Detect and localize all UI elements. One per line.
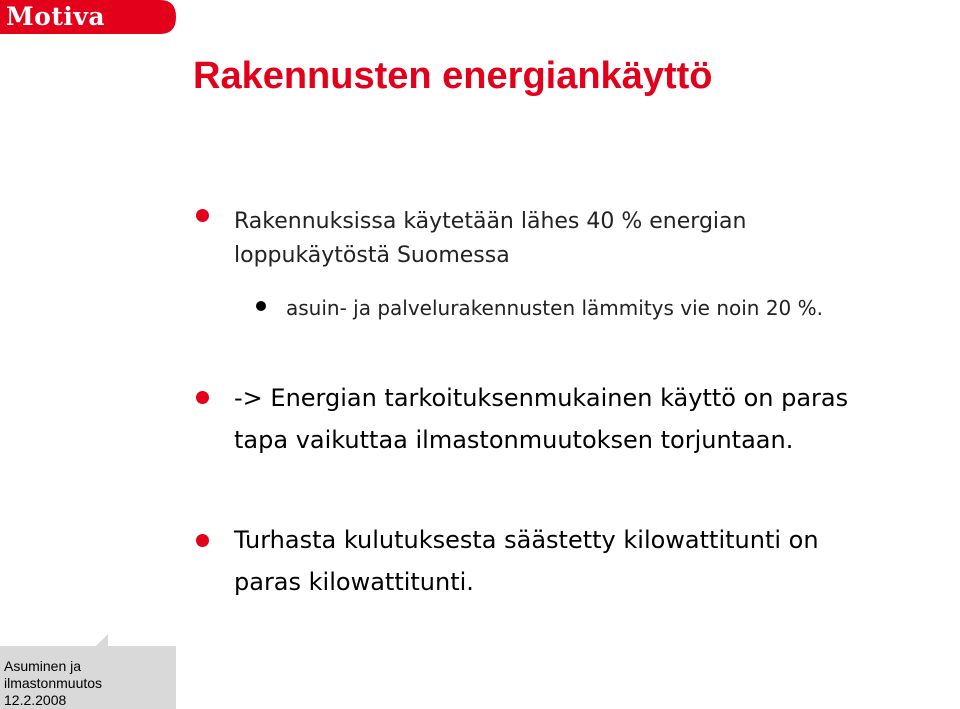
bullet-3-line-2: paras kilowattitunti.: [234, 568, 474, 596]
bullet-2-line-1: -> Energian tarkoituksenmukainen käyttö on paras: [234, 384, 849, 412]
bullet-3-text: [234, 519, 954, 603]
footer-info-box: [0, 646, 176, 709]
bullet-dot-icon: [196, 209, 209, 222]
slide-title: Rakennusten energiankäyttö: [193, 55, 713, 97]
bullet-2-line-2: tapa vaikuttaa ilmastonmuutoksen torjuntaan.: [234, 426, 794, 454]
logo-text: Motiva: [6, 2, 106, 31]
motiva-logo: [0, 0, 176, 34]
footer-line-1: Asuminen ja: [4, 658, 82, 674]
footer-tab-shape: [0, 634, 176, 648]
footer-line-2: ilmastonmuutos: [4, 675, 103, 691]
sub-bullet-1-text: asuin- ja palvelurakennusten lämmitys vie noin 20 %.: [286, 296, 824, 320]
bullet-dot-icon: [196, 391, 209, 404]
footer-text: [4, 658, 102, 709]
sub-bullet-dot-icon: [256, 301, 266, 311]
bullet-1-text: [234, 200, 954, 278]
bullet-1-line-2: loppukäytöstä Suomessa: [234, 243, 510, 268]
bullet-dot-icon: [196, 534, 209, 547]
bullet-3-line-1: Turhasta kulutuksesta säästetty kilowattitunti on: [234, 526, 819, 554]
bullet-1-line-1: Rakennuksissa käytetään lähes 40 % energian: [234, 209, 747, 234]
footer-date: 12.2.2008: [4, 692, 67, 708]
bullet-2-text: [234, 377, 954, 461]
